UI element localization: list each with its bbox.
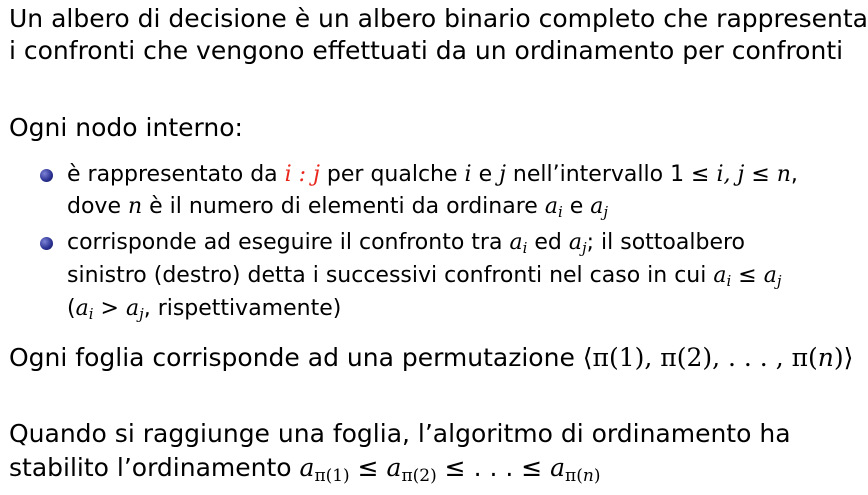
bullet-icon: [40, 237, 53, 250]
bullet-2-line-2: sinistro (destro) detta i successivi confronti nel caso in cui $a_i \le a_j$: [67, 263, 782, 291]
internal-node-heading: Ogni nodo interno:: [9, 113, 243, 142]
permutation-formula: ⟨π(1), π(2), . . . , π(: [582, 343, 818, 372]
bullet-1-line-1: è rappresentato da i : j per qualche i e j nell’intervallo 1 ≤ i, j ≤ n,: [67, 162, 798, 187]
bullet-1-line-2: dove n è il numero di elementi da ordinare $a_i$ e $a_j$: [67, 194, 609, 222]
leaf-line: Ogni foglia corrisponde ad una permutazione ⟨π(1), π(2), . . . , π(n)⟩: [9, 343, 854, 372]
intro-line-1: Un albero di decisione è un albero binario completo che rappresenta: [9, 4, 868, 33]
bullet-icon: [40, 169, 53, 182]
intro-line-2: i confronti che vengono effettuati da un ordinamento per confronti: [9, 36, 844, 65]
node-label: i : j: [284, 162, 320, 187]
bullet-2-line-3: ($a_i > a_j$, rispettivamente): [67, 296, 342, 324]
bullet-2-line-1: corrisponde ad eseguire il confronto tra $a_i$ ed $a_j$; il sottoalbero: [67, 230, 745, 258]
conclusion-line-2: stabilito l’ordinamento $a_{\pi(1)} \le a_{\pi(2)}$ ≤ . . . ≤ $a_{\pi(n)}$: [9, 453, 601, 486]
conclusion-line-1: Quando si raggiunge una foglia, l’algoritmo di ordinamento ha: [9, 419, 791, 448]
